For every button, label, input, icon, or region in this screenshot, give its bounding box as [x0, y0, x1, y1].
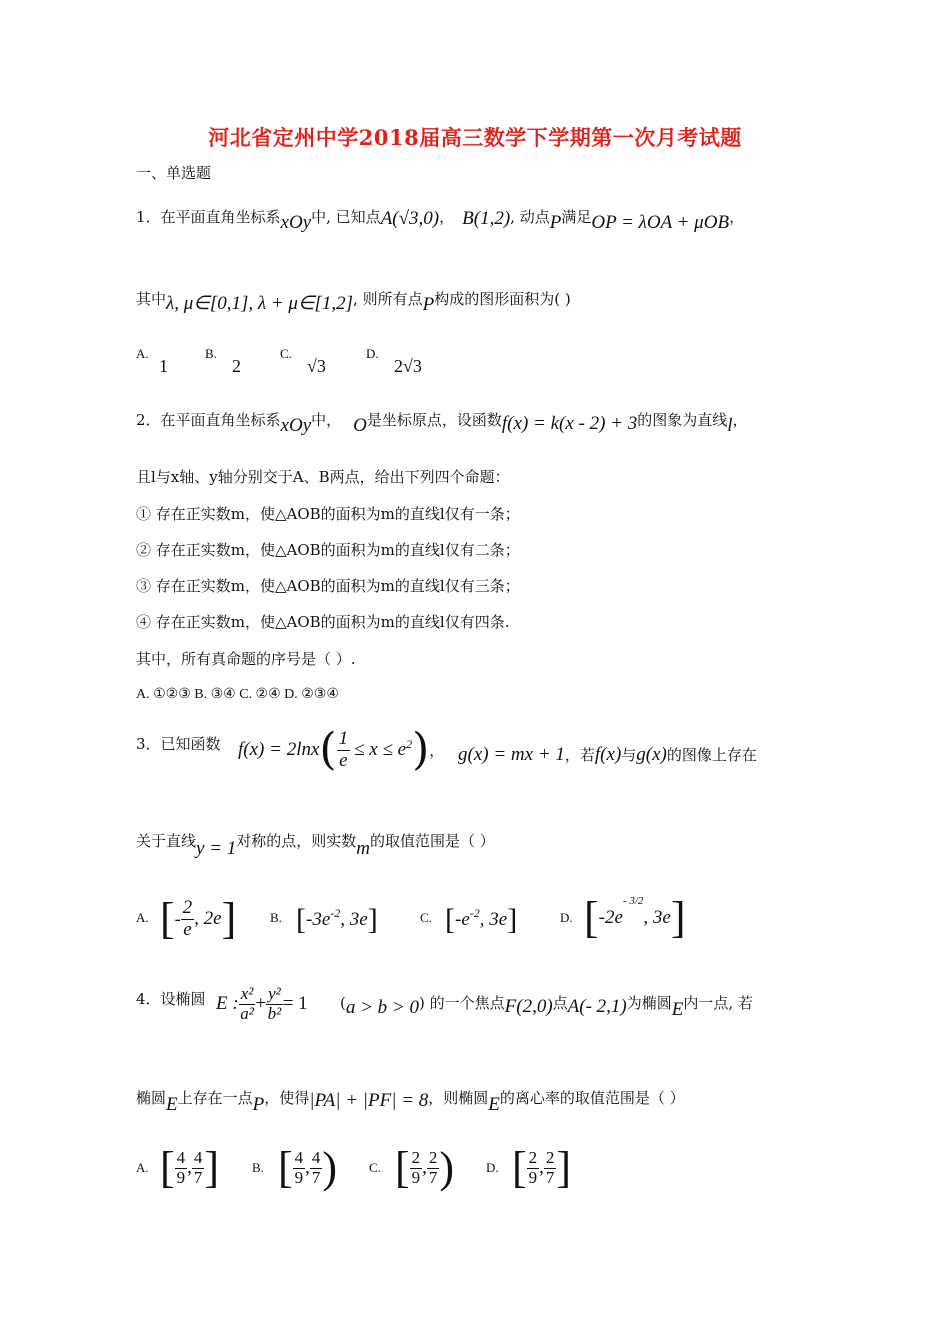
q2-function: f(x) = k(x - 2) + 3: [501, 413, 638, 434]
q4-plus: +: [255, 993, 267, 1015]
q3-math: y = 1: [196, 838, 237, 859]
q4-option-a-label: A.: [136, 1160, 149, 1175]
q3-option-a-value: [- $\frac{2}{e}$ , 2e]: [160, 894, 237, 943]
q3-a-den: e: [183, 918, 192, 940]
q1-option-d-label: D.: [366, 346, 379, 361]
q2-statement-4: ④ 存在正实数m，使△AOB的面积为m的直线l仅有四条.: [136, 613, 510, 631]
q4-d-d1: 9: [528, 1167, 538, 1187]
q4-line1-rest: [340, 992, 753, 1020]
q3-f-def: f(x) = 2lnx: [238, 739, 320, 760]
q4-a-d2: 7: [193, 1167, 203, 1187]
q1-option-a-label: A.: [136, 346, 149, 361]
q2-text: ，: [732, 411, 748, 429]
q2-text: 的图象为直线: [637, 411, 728, 429]
q3-frac: [337, 729, 351, 772]
q1-option-b-value: 2: [232, 356, 241, 376]
q4-option-d-label: D.: [486, 1160, 499, 1175]
q3-b-sup: -2: [330, 906, 341, 921]
q3-option-a-label: A.: [136, 910, 149, 925]
section-heading: 一、单选题: [136, 164, 212, 182]
q4-math: E: [488, 1094, 500, 1115]
q4-text: 上存在一点: [177, 1089, 253, 1107]
q4-ellipse-eq: [216, 985, 308, 1023]
q3-line2: [136, 831, 495, 859]
q3-option-c-label: C.: [420, 910, 432, 925]
q3-text: ，若: [564, 746, 595, 764]
q4-d-n2: 2: [545, 1147, 555, 1167]
q4-condition: |PA| + |PF| = 8: [309, 1090, 429, 1111]
q4-option-b-value: [ $\frac{4}{9}$ , $\frac{4}{7}$ ): [278, 1143, 338, 1192]
q1-point-a: A(√3,0): [380, 208, 440, 229]
q2-line1: [136, 410, 748, 436]
q4-y2: y²: [268, 984, 281, 1003]
q4-math: E: [671, 999, 684, 1020]
q3-text: 的图像上存在: [666, 746, 757, 764]
q1-option-c-value: √3: [307, 356, 326, 376]
q3-text: ，: [429, 741, 445, 760]
q4-text: 的离心率的取值范围是（ ）: [499, 1089, 685, 1107]
q4-e-label: E :: [216, 993, 239, 1015]
q3-text: 对称的点，则实数: [236, 832, 357, 850]
q3-exp: 2: [406, 737, 413, 752]
q2-statement-2: ② 存在正实数m，使△AOB的面积为m的直线l仅有二条；: [136, 541, 520, 559]
q3-a-rest: , 2e: [194, 908, 222, 929]
q3-math: g(x): [636, 744, 667, 765]
q1-point-b: B(1,2): [462, 208, 511, 229]
q1-option-c-label: C.: [280, 346, 292, 361]
q3-line1-rest: [458, 744, 757, 766]
q3-c-sup: -2: [469, 906, 480, 921]
q3-a-bracket-right: ]: [221, 894, 237, 943]
q4-d-d2: 7: [545, 1167, 555, 1187]
q2-line2: 且l与x轴、y轴分别交于A、B两点，给出下列四个命题：: [136, 468, 510, 486]
q1-text: 1．在平面直角坐标系: [136, 208, 281, 226]
q2-math: xOy: [280, 415, 312, 436]
q3-option-c-value: [$-e^{-2}$, 3e]: [445, 903, 518, 936]
q4-math: E: [166, 1094, 178, 1115]
q4-c-d2: 7: [428, 1167, 438, 1187]
q4-a-n2: 4: [193, 1147, 203, 1167]
q3-a-frac: [181, 898, 195, 941]
q4-c-n1: 2: [411, 1147, 421, 1167]
q3-a-num: 2: [182, 896, 193, 918]
q4-text: ，使得: [264, 1089, 310, 1107]
q2-statement-3: ③ 存在正实数m，使△AOB的面积为m的直线l仅有三条；: [136, 577, 520, 595]
q4-text: 点: [552, 994, 568, 1012]
q3-d-sup: - 3/2: [622, 895, 644, 907]
q2-math: O: [353, 415, 367, 436]
q4-eq-one: = 1: [282, 993, 308, 1015]
q3-paren-right: ): [412, 724, 430, 775]
q3-option-d-label: D.: [560, 910, 573, 925]
q4-option-b-label: B.: [252, 1160, 264, 1175]
q3-option-b-label: B.: [270, 910, 282, 925]
q1-option-d-value: 2√3: [394, 356, 422, 376]
q3-line1: [136, 737, 221, 752]
q3-option-b-value: [$-3e^{-2}$, 3e]: [296, 903, 378, 936]
page-title: 河北省定州中学2018届高三数学下学期第一次月考试题: [208, 125, 742, 150]
q4-b-n2: 4: [311, 1147, 321, 1167]
q2-ask: 其中，所有真命题的序号是（ ）.: [136, 650, 356, 668]
q1-math: λ, μ∈[0,1], λ + μ∈[1,2]: [166, 293, 354, 314]
q2-statement-1: ① 存在正实数m，使△AOB的面积为m的直线l仅有一条；: [136, 505, 520, 523]
q1-text: , 则所有点: [353, 290, 423, 308]
q3-d-bracket-left: [: [584, 892, 599, 942]
q2-text: 中，: [311, 411, 342, 429]
q3-d-val: -2e: [598, 906, 623, 928]
q4-cond: a > b > 0: [345, 997, 420, 1018]
q3-frac-num: 1: [338, 727, 349, 749]
q4-a2: a²: [240, 1003, 254, 1023]
q3-text: 3．已知函数: [136, 735, 221, 753]
q3-option-d-value: [584, 892, 686, 942]
q4-c-n2: 2: [428, 1147, 438, 1167]
q3-frac-den: e: [339, 749, 348, 771]
q1-option-a-value: 1: [159, 356, 168, 376]
q1-math: xOy: [280, 212, 312, 233]
q4-math: P: [252, 1094, 265, 1115]
q4-c-d1: 9: [411, 1167, 421, 1187]
q4-option-c-label: C.: [369, 1160, 381, 1175]
q3-text: 关于直线: [136, 832, 197, 850]
q4-line2: [136, 1088, 685, 1115]
q1-text: ，: [729, 208, 745, 226]
q4-text: (: [340, 994, 346, 1012]
q3-domain: ≤ x ≤ e: [354, 739, 407, 760]
q1-text: 其中: [136, 290, 167, 308]
q3-paren-left: (: [319, 724, 337, 775]
q4-b-n1: 4: [294, 1147, 304, 1167]
q3-math: m: [356, 838, 371, 859]
q4-b-d1: 9: [294, 1167, 304, 1187]
q4-option-d-value: [ $\frac{2}{9}$ , $\frac{2}{7}$ ]: [512, 1143, 572, 1192]
q1-text: 满足: [561, 208, 592, 226]
q3-d-bracket-right: ]: [670, 892, 686, 942]
q3-b-rest: , 3e: [340, 909, 368, 930]
q4-a-n1: 4: [176, 1147, 186, 1167]
q3-c-val: -e: [455, 909, 470, 930]
q1-text: , 动点: [510, 208, 550, 226]
q2-text: 2．在平面直角坐标系: [136, 411, 281, 429]
q1-math: P: [549, 212, 562, 233]
q3-text: 与: [621, 746, 637, 764]
q3-math: f(x): [594, 744, 622, 765]
q3-c-rest: , 3e: [479, 909, 508, 930]
q1-text: ，: [439, 208, 455, 226]
q4-a-d1: 9: [176, 1167, 186, 1187]
q2-options: A. ①②③ B. ③④ C. ②④ D. ②③④: [136, 687, 339, 702]
q3-function-g: g(x) = mx + 1: [458, 744, 565, 765]
q1-text: 构成的图形面积为( ): [434, 290, 571, 308]
q1-vector-eq: OP = λOA + μOB: [591, 212, 730, 233]
q4-x2: x²: [240, 984, 254, 1003]
q4-d-n1: 2: [528, 1147, 538, 1167]
q3-function-f: [238, 724, 445, 775]
q1-text: 中, 已知点: [311, 208, 381, 226]
q1-option-b-label: B.: [205, 346, 217, 361]
q4-text: 为椭圆: [626, 994, 672, 1012]
q1-line2: [136, 289, 571, 315]
q4-focus: F(2,0): [504, 996, 553, 1017]
q3-text: 的取值范围是（ ）: [370, 832, 495, 850]
q1-line1: [136, 207, 745, 233]
q4-b2: b²: [267, 1003, 282, 1023]
q4-option-a-value: [ $\frac{4}{9}$ , $\frac{4}{7}$ ]: [160, 1143, 220, 1192]
q4-text: ，则椭圆: [428, 1089, 489, 1107]
q2-text: 是坐标原点，设函数: [366, 411, 502, 429]
q4-frac-y: [266, 985, 283, 1023]
q4-frac-x: [239, 985, 256, 1023]
q4-text: ) 的一个焦点: [419, 994, 505, 1012]
q4-text: 内一点, 若: [683, 994, 753, 1012]
q4-b-d2: 7: [311, 1167, 321, 1187]
q1-math: P: [422, 294, 435, 315]
q3-d-rest: , 3e: [643, 906, 671, 928]
q2-math: l: [727, 415, 733, 436]
q3-b-val: -3e: [306, 909, 331, 930]
q4-line1-start: 4．设椭圆: [136, 990, 206, 1008]
q4-point-a: A(- 2,1): [567, 996, 627, 1017]
q4-text: 椭圆: [136, 1089, 167, 1107]
q4-option-c-value: [ $\frac{2}{9}$ , $\frac{2}{7}$ ): [395, 1143, 455, 1192]
q3-a-bracket-left: [: [160, 894, 175, 943]
